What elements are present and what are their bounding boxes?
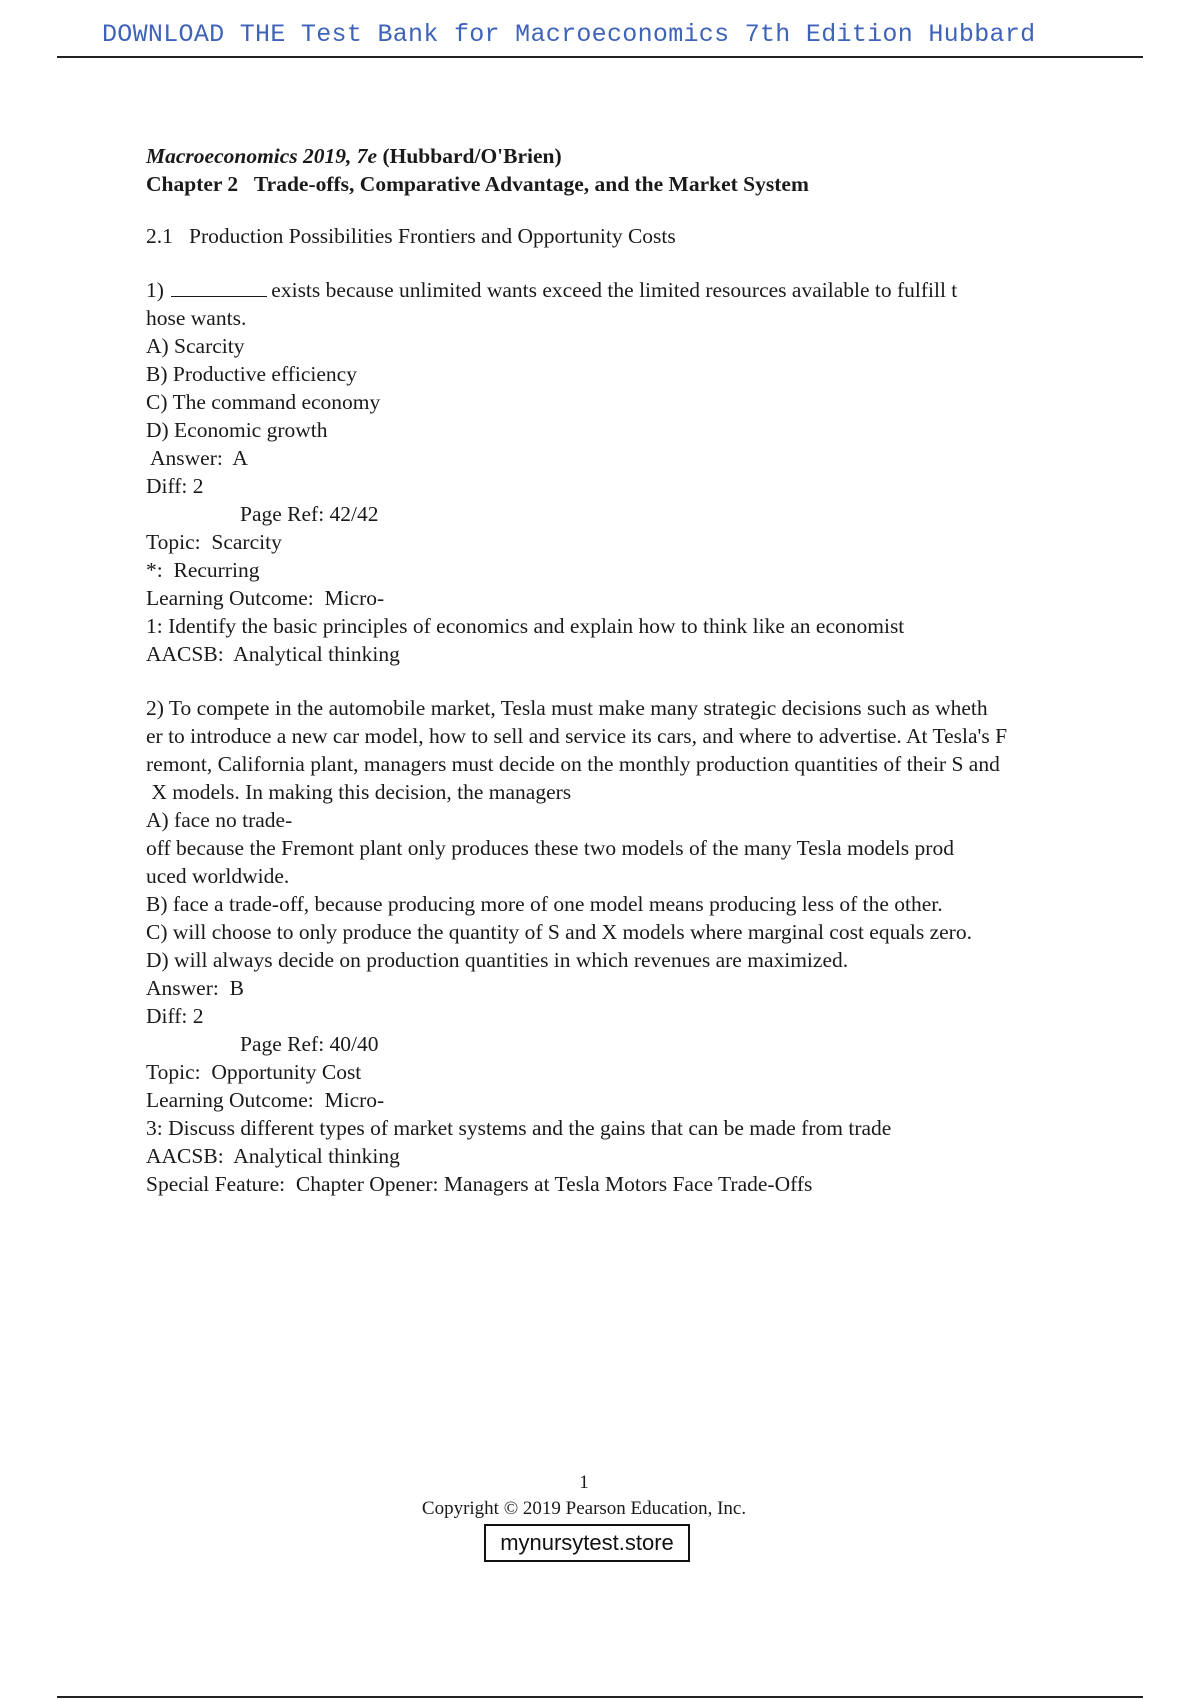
question-1-option-b: B) Productive efficiency — [146, 362, 357, 386]
question-1-answer: Answer: A — [150, 446, 248, 470]
question-1-stem-text: exists because unlimited wants exceed the limited resources available to fulfill t — [271, 278, 958, 302]
book-title: Macroeconomics 2019, 7e — [146, 144, 378, 168]
question-2-answer: Answer: B — [146, 976, 244, 1000]
answer-blank — [171, 278, 267, 297]
question-2-page-ref: Page Ref: 40/40 — [240, 1032, 379, 1056]
question-2-special-feature: Special Feature: Chapter Opener: Managers at Tesla Motors Face Trade-Offs — [146, 1172, 813, 1196]
question-1-learning-outcome-detail: 1: Identify the basic principles of economics and explain how to think like an economist — [146, 614, 905, 638]
question-1-stem-cont: hose wants. — [146, 306, 247, 330]
document-body — [146, 142, 1096, 1198]
question-1-topic: Topic: Scarcity — [146, 530, 282, 554]
question-2 — [146, 694, 1096, 1198]
question-2-stem-line: er to introduce a new car model, how to sell and service its cars, and where to advertise. At Tesla's F — [146, 724, 1008, 748]
question-2-aacsb: AACSB: Analytical thinking — [146, 1144, 400, 1168]
question-2-option-line: off because the Fremont plant only produces these two models of the many Tesla models prod — [146, 836, 954, 860]
question-2-option-c: C) will choose to only produce the quantity of S and X models where marginal cost equals zero. — [146, 920, 972, 944]
question-1-diff: Diff: 2 — [146, 474, 204, 498]
question-1-stem — [146, 276, 1096, 304]
question-1-star: *: Recurring — [146, 558, 260, 582]
question-2-learning-outcome: Learning Outcome: Micro- — [146, 1088, 385, 1112]
question-1-option-c: C) The command economy — [146, 390, 381, 414]
section-title: 2.1 Production Possibilities Frontiers and Opportunity Costs — [146, 224, 676, 248]
footer-divider — [57, 1696, 1143, 1698]
question-2-option-d: D) will always decide on production quantities in which revenues are maximized. — [146, 948, 849, 972]
question-1-number: 1) — [146, 278, 164, 302]
header-divider — [57, 56, 1143, 58]
question-2-option-line: uced worldwide. — [146, 864, 290, 888]
question-1-learning-outcome: Learning Outcome: Micro- — [146, 586, 385, 610]
question-2-learning-outcome-detail: 3: Discuss different types of market systems and the gains that can be made from trade — [146, 1116, 892, 1140]
question-1-aacsb: AACSB: Analytical thinking — [146, 642, 400, 666]
question-2-option-line: A) face no trade- — [146, 808, 293, 832]
question-1-option-a: A) Scarcity — [146, 334, 245, 358]
book-title-line — [146, 142, 1096, 170]
question-2-stem-line: 2) To compete in the automobile market, Tesla must make many strategic decisions such as wheth — [146, 696, 988, 720]
page-number: 1 — [579, 1472, 589, 1493]
chapter-title: Chapter 2 Trade-offs, Comparative Advantage, and the Market System — [146, 172, 809, 196]
download-banner[interactable]: DOWNLOAD THE Test Bank for Macroeconomics 7th Edition Hubbard — [102, 20, 1036, 49]
copyright-notice: Copyright © 2019 Pearson Education, Inc. — [421, 1498, 747, 1519]
question-2-stem-line: X models. In making this decision, the managers — [146, 780, 572, 804]
question-1-page-ref: Page Ref: 42/42 — [240, 502, 379, 526]
question-2-topic: Topic: Opportunity Cost — [146, 1060, 362, 1084]
authors: (Hubbard/O'Brien) — [382, 144, 562, 168]
question-2-stem-line: remont, California plant, managers must decide on the monthly production quantities of their S and — [146, 752, 1000, 776]
question-1-option-d: D) Economic growth — [146, 418, 328, 442]
question-1 — [146, 276, 1096, 668]
question-2-diff: Diff: 2 — [146, 1004, 204, 1028]
site-stamp[interactable]: mynursytest.store — [484, 1524, 690, 1562]
question-2-option-b: B) face a trade-off, because producing more of one model means producing less of the other. — [146, 892, 943, 916]
